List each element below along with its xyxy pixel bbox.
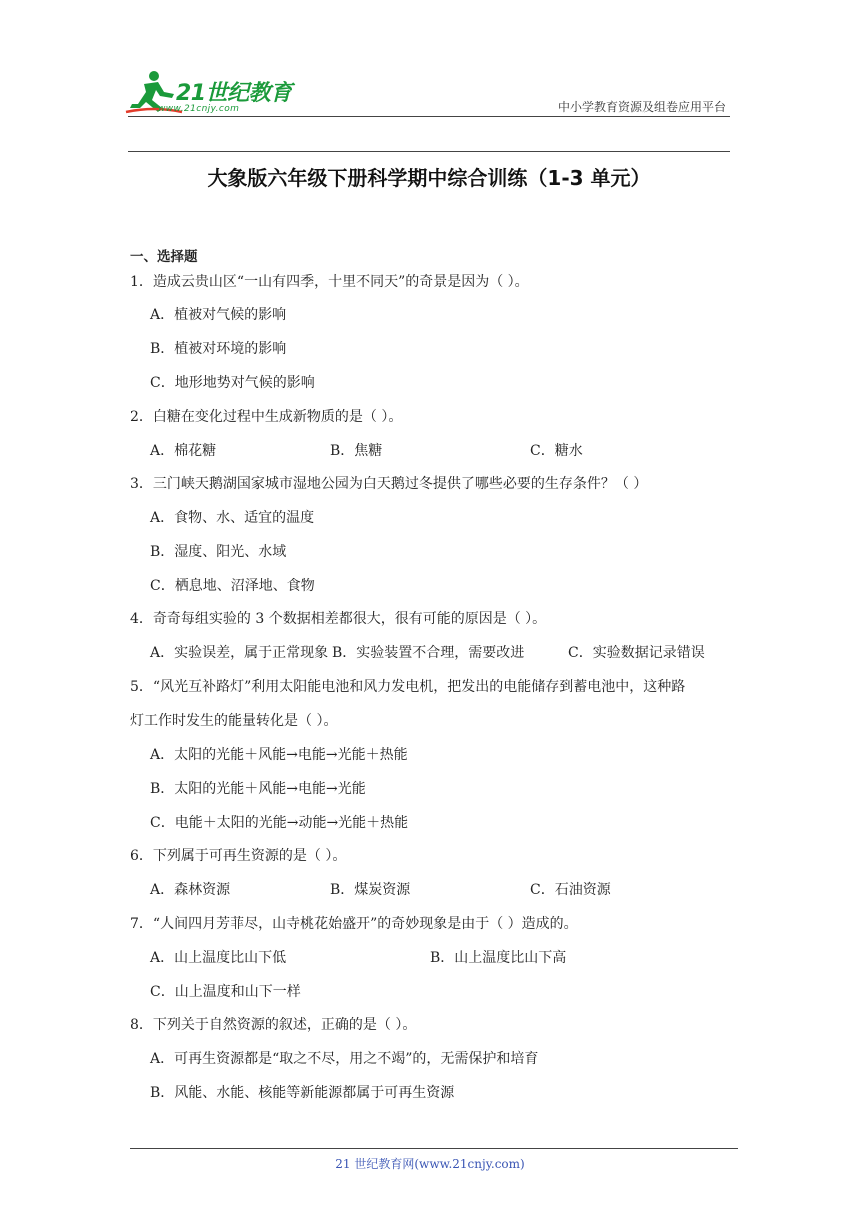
option-1b: B．植被对环境的影响: [150, 341, 287, 357]
question-5-cont: 灯工作时发生的能量转化是（ ）。: [130, 713, 338, 729]
option-5b: B．太阳的光能＋风能→电能→光能: [150, 781, 366, 797]
option-8b: B．风能、水能、核能等新能源都属于可再生资源: [150, 1085, 455, 1101]
option-7a: A．山上温度比山下低: [150, 950, 287, 966]
header-rule: [128, 116, 730, 117]
option-2b: B．焦糖: [330, 443, 383, 459]
option-7b: B．山上温度比山下高: [430, 950, 567, 966]
question-7: 7．“人间四月芳菲尽，山寺桃花始盛开”的奇妙现象是由于（ ）造成的。: [130, 916, 578, 932]
option-1a: A．植被对气候的影响: [150, 307, 287, 323]
option-2c: C．糖水: [530, 443, 583, 459]
page-title: 大象版六年级下册科学期中综合训练（1-3 单元）: [207, 166, 651, 190]
option-6a: A．森林资源: [150, 882, 231, 898]
option-3c: C．栖息地、沼泽地、食物: [150, 578, 315, 594]
footer-rule: [130, 1148, 738, 1149]
question-1: 1．造成云贵山区“一山有四季，十里不同天”的奇景是因为（ ）。: [130, 274, 529, 290]
question-4: 4．奇奇每组实验的 3 个数据相差都很大，很有可能的原因是（ ）。: [130, 611, 547, 627]
option-5a: A．太阳的光能＋风能→电能→光能＋热能: [150, 747, 408, 763]
title-rule: [128, 151, 730, 152]
option-5c: C．电能＋太阳的光能→动能→光能＋热能: [150, 815, 409, 831]
question-8: 8．下列关于自然资源的叙述，正确的是（ ）。: [130, 1017, 417, 1033]
option-7c: C．山上温度和山下一样: [150, 984, 301, 1000]
question-3: 3．三门峡天鹅湖国家城市湿地公园为白天鹅过冬提供了哪些必要的生存条件？（ ）: [130, 476, 648, 492]
question-6: 6．下列属于可再生资源的是（ ）。: [130, 848, 347, 864]
option-8a: A．可再生资源都是“取之不尽，用之不竭”的，无需保护和培育: [150, 1051, 539, 1067]
question-2: 2．白糖在变化过程中生成新物质的是（ ）。: [130, 409, 403, 425]
option-6c: C．石油资源: [530, 882, 611, 898]
option-6b: B．煤炭资源: [330, 882, 411, 898]
logo: [124, 68, 294, 118]
option-1c: C．地形地势对气候的影响: [150, 375, 315, 391]
option-4b: B．实验装置不合理，需要改进: [332, 645, 525, 661]
section-heading: 一、选择题: [130, 249, 198, 265]
option-3b: B．湿度、阳光、水域: [150, 544, 287, 560]
logo-url: www.21cnjy.com: [158, 104, 240, 114]
option-4c: C．实验数据记录错误: [568, 645, 705, 661]
option-4a: A．实验误差，属于正常现象: [150, 645, 329, 661]
logo-text: 21世纪教育: [176, 81, 292, 106]
option-2a: A．棉花糖: [150, 443, 217, 459]
option-3a: A．食物、水、适宜的温度: [150, 510, 315, 526]
header-tagline: 中小学教育资源及组卷应用平台: [557, 100, 726, 114]
footer-link[interactable]: 21 世纪教育网(www.21cnjy.com): [335, 1157, 525, 1171]
question-5: 5．“风光互补路灯”利用太阳能电池和风力发电机，把发出的电能储存到蓄电池中，这种路: [130, 679, 686, 695]
